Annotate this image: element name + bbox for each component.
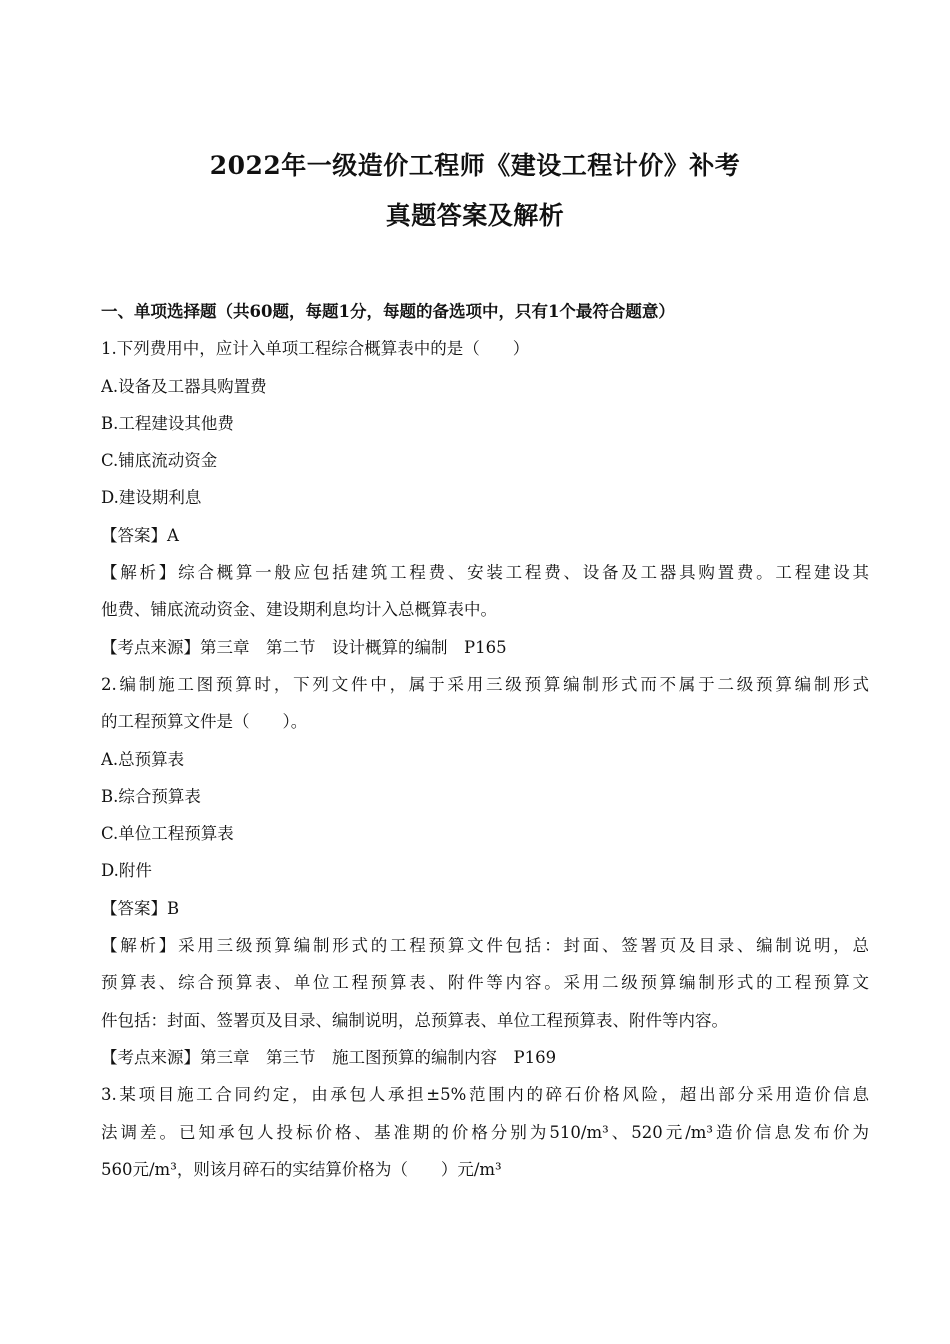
analysis-line: 件包括：封面、签署页及目录、编制说明，总预算表、单位工程预算表、附件等内容。 [101,1010,728,1030]
question-stem: 的工程预算文件是（ ）。 [101,712,308,732]
question-1 [101,330,869,666]
answer: 【答案】A [101,525,179,545]
question-stem: 法调差。已知承包人投标价格、基准期的价格分别为510/m³、520元/m³造价信息发布价为 [101,1122,869,1142]
analysis-line: 【解析】综合概算一般应包括建筑工程费、安装工程费、设备及工器具购置费。工程建设其 [101,563,869,583]
question-2 [101,666,869,1076]
option-c: C.单位工程预算表 [101,824,234,844]
option-b: B.综合预算表 [101,786,201,806]
option-d: D.附件 [101,861,152,881]
analysis-line: 【解析】采用三级预算编制形式的工程预算文件包括：封面、签署页及目录、编制说明，总 [101,936,869,956]
document-title-line-1: 2022年一级造价工程师《建设工程计价》补考 [209,151,741,180]
option-c: C.铺底流动资金 [101,451,218,471]
document-title-line-2: 真题答案及解析 [385,201,565,230]
option-a: A.设备及工器具购置费 [101,376,267,396]
question-3 [101,1076,869,1188]
question-stem: 560元/m³，则该月碎石的实结算价格为（ ）元/m³ [101,1159,502,1179]
analysis-line: 预算表、综合预算表、单位工程预算表、附件等内容。采用二级预算编制形式的工程预算文 [101,973,869,993]
source-reference: 【考点来源】第三章 第三节 施工图预算的编制内容 P169 [101,1047,557,1067]
option-b: B.工程建设其他费 [101,413,234,433]
question-stem: 3.某项目施工合同约定，由承包人承担±5%范围内的碎石价格风险，超出部分采用造价信息 [101,1085,869,1105]
question-stem: 1.下列费用中，应计入单项工程综合概算表中的是（ ） [101,339,530,359]
source-reference: 【考点来源】第三章 第二节 设计概算的编制 P165 [101,637,507,657]
analysis-line: 他费、铺底流动资金、建设期利息均计入总概算表中。 [101,600,497,620]
answer: 【答案】B [101,898,180,918]
option-a: A.总预算表 [101,749,185,769]
option-d: D.建设期利息 [101,488,202,508]
question-stem: 2.编制施工图预算时，下列文件中，属于采用三级预算编制形式而不属于二级预算编制形式 [101,674,869,694]
document-body [101,293,869,1188]
section-heading: 一、单项选择题（共60题，每题1分，每题的备选项中，只有1个最符合题意） [101,302,675,321]
